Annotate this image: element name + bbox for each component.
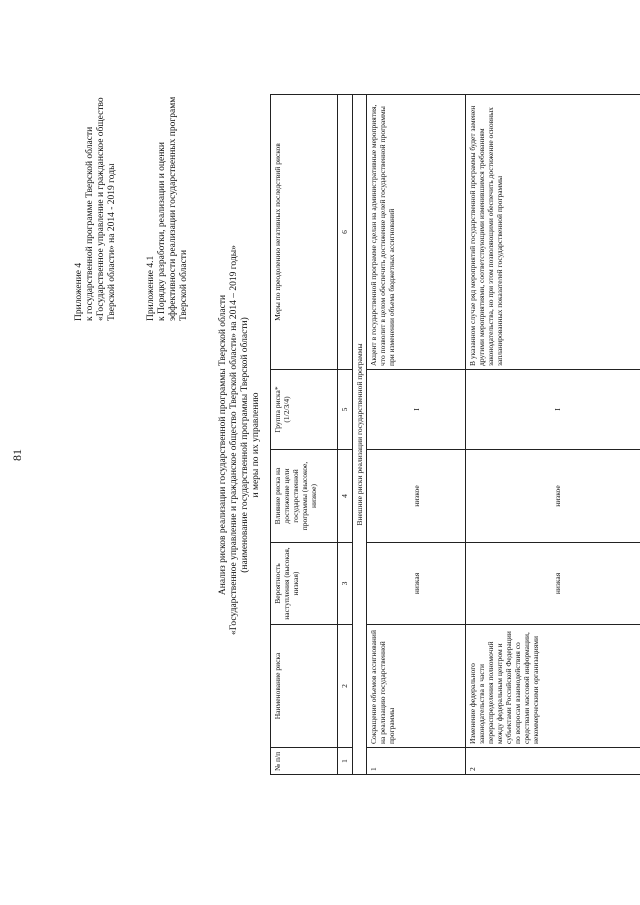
col-number: 4 — [338, 450, 353, 543]
risk-group: I — [466, 370, 640, 450]
risk-probability: низкая — [466, 543, 640, 625]
appendix-4-1-line: Приложение 4.1 — [146, 255, 156, 321]
column-number-row — [338, 95, 353, 775]
table-row — [466, 95, 640, 775]
appendix-4-line: к государственной программе Тверской области — [85, 126, 95, 321]
appendix-4-line: Приложение 4 — [74, 262, 84, 321]
appendix-4-1-line: к Порядку разработки, реализации и оценки — [157, 141, 167, 321]
row-num: 2 — [466, 748, 640, 775]
document-title — [218, 245, 262, 635]
appendix-4-1-block — [146, 97, 190, 321]
table-header-row — [271, 95, 338, 775]
risk-measures: Акцент в государственной программе сделан на административные мероприятия, что позволит в целом обеспечить достижение целей государственной программы при изменении объема бюджетных ассигнований — [367, 95, 466, 370]
risk-impact: низкое — [367, 450, 466, 543]
col-number: 1 — [338, 748, 353, 775]
title-line: «Государственное управление и гражданское общество Тверской области» на 2014 – 2019 годы» — [229, 245, 239, 635]
col-number: 6 — [338, 95, 353, 370]
appendix-4-block — [74, 97, 118, 321]
title-line: (наименование государственной программы Тверской области) — [240, 317, 250, 573]
row-num: 1 — [367, 748, 466, 775]
table-row — [367, 95, 466, 775]
risk-name: Изменение федерального законодательства в части перераспределения полномочий между федеральным центром и субъектами Российской Федерации по вопросам взаимодействия со средствами массовой информации, некоммерческими организациями — [466, 625, 640, 748]
appendix-4-line: «Государственное управление и гражданское общество — [96, 97, 106, 321]
col-number: 2 — [338, 625, 353, 748]
risk-table — [270, 94, 640, 775]
header-probability: Вероятность наступления (высокая, низкая) — [271, 543, 338, 625]
header-impact: Влияние риска на достижение цели государственной программы (высокое, низкое) — [271, 450, 338, 543]
appendix-4-1-line: эффективности реализации государственных программ — [168, 96, 178, 321]
section-row — [353, 95, 367, 775]
risk-impact: низкое — [466, 450, 640, 543]
header-group: Группа риска* (1/2/3/4) — [271, 370, 338, 450]
title-line: и меры по их управлению — [251, 392, 261, 498]
appendix-4-line: Тверской области» на 2014 - 2019 годы — [107, 163, 117, 321]
page-number: 81 — [10, 449, 24, 461]
header-num: № п/п — [271, 748, 338, 775]
risk-name: Сокращение объемов ассигнований на реализацию государственной программы — [367, 625, 466, 748]
risk-probability: низкая — [367, 543, 466, 625]
appendix-4-1-line: Тверской области — [179, 249, 189, 321]
title-line: Анализ рисков реализации государственной программы Тверской области — [218, 294, 228, 596]
risk-group: I — [367, 370, 466, 450]
header-measures: Меры по преодолению негативных последствий рисков — [271, 95, 338, 370]
col-number: 3 — [338, 543, 353, 625]
col-number: 5 — [338, 370, 353, 450]
section-title: Внешние риски реализации государственной программы — [353, 95, 367, 775]
risk-measures: В указанном случае ряд мероприятий государственной программы будет заменен другими мероприятиями, соответствующими изменившимся требованиям законодательства, но при этом позволяющими обеспечить достижение основных запланированных показателей государственной программы — [466, 95, 640, 370]
header-risk-name: Наименование риска — [271, 625, 338, 748]
